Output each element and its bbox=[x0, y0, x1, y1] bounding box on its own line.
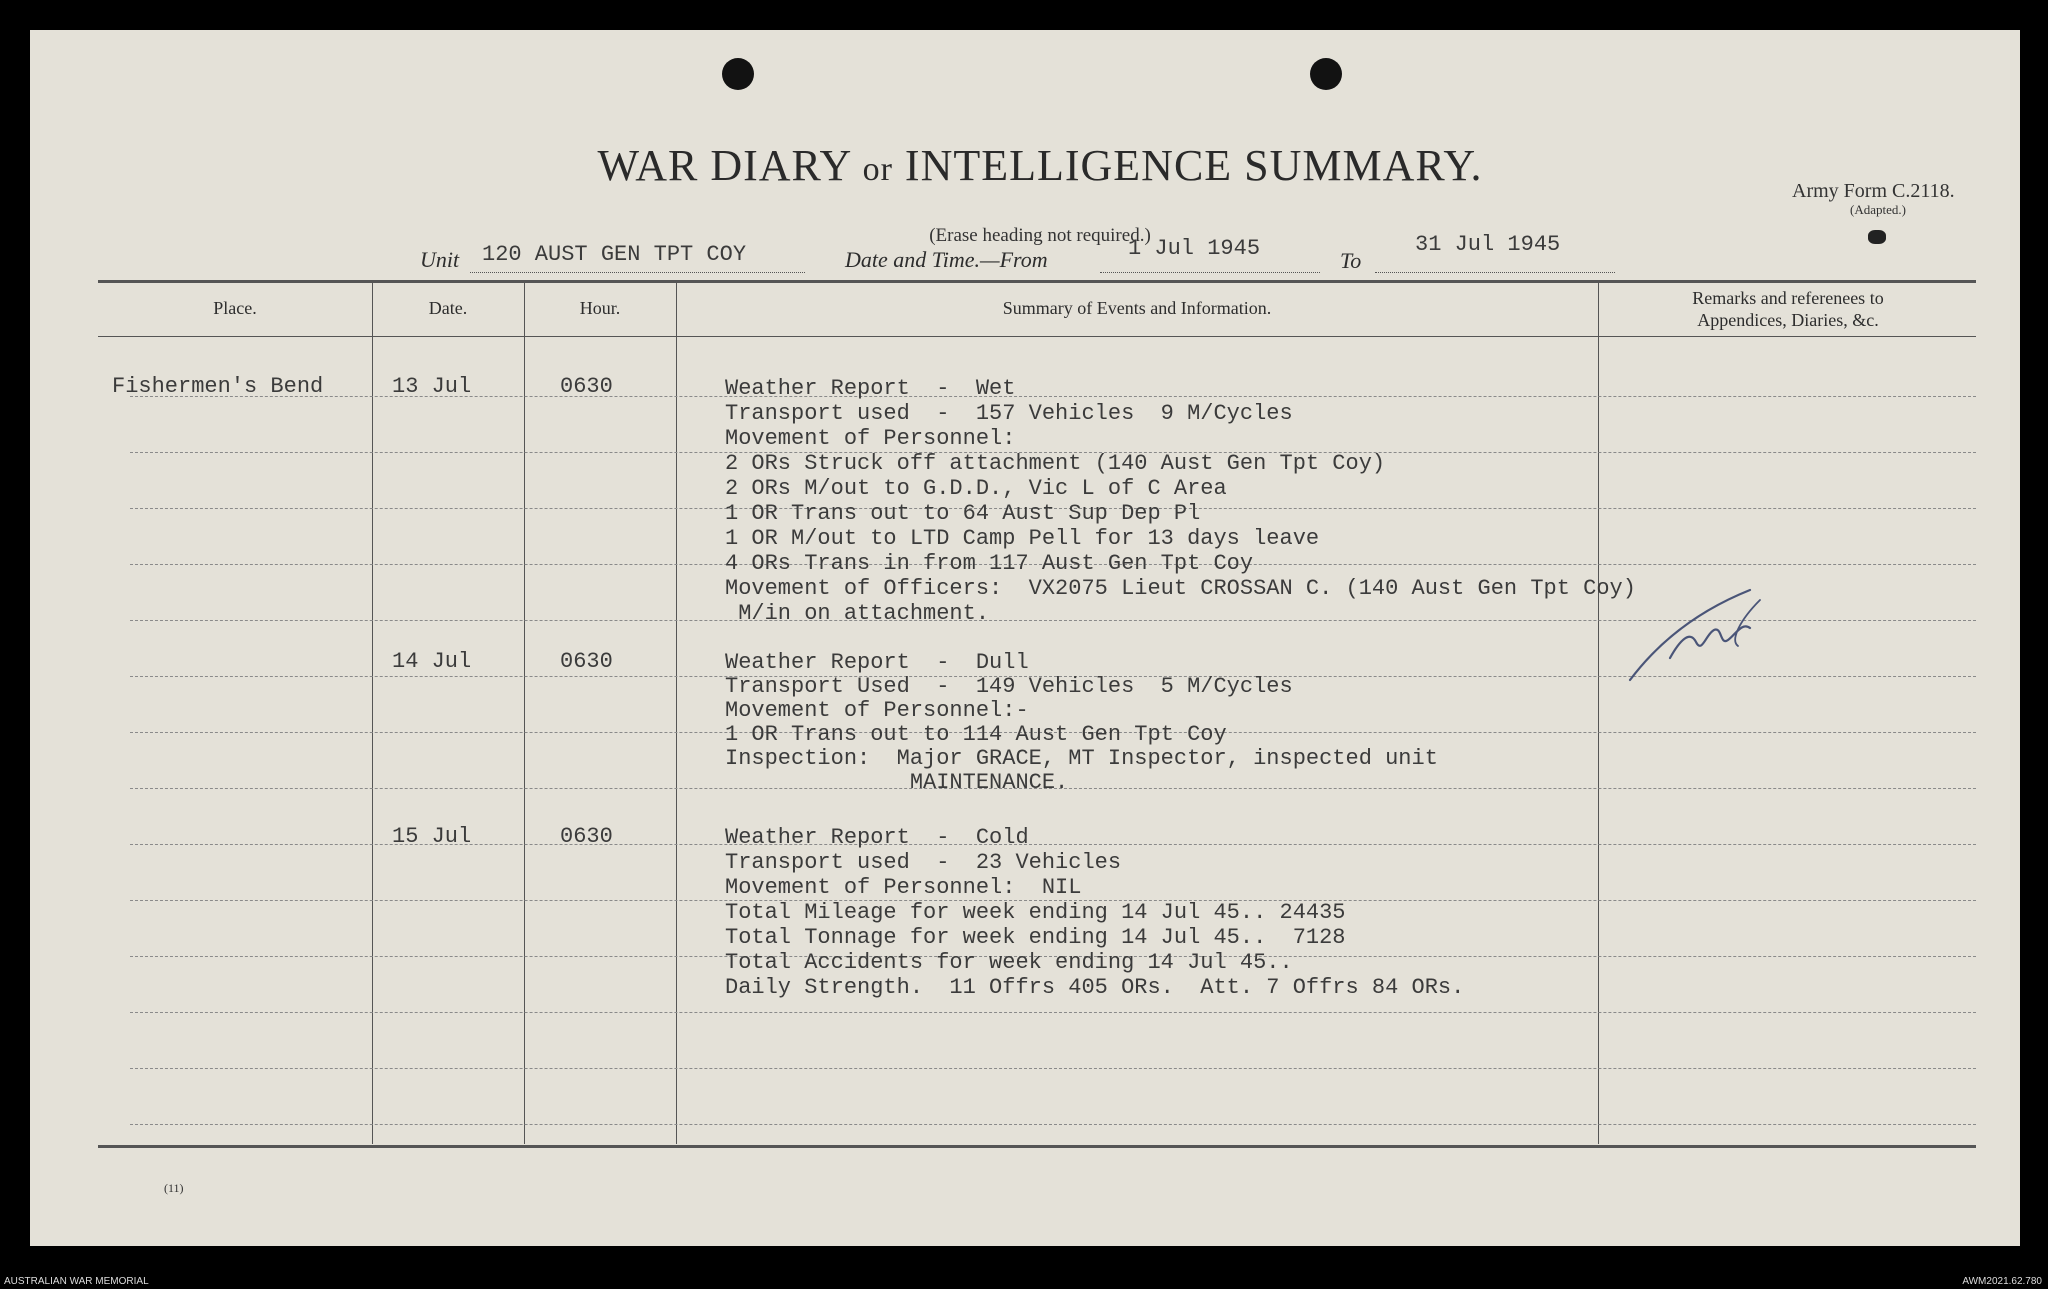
from-value: 1 Jul 1945 bbox=[1128, 236, 1261, 261]
summary-line: Movement of Officers: VX2075 Lieut CROSSAN C. (140 Aust Gen Tpt Coy) bbox=[725, 576, 1636, 601]
summary-line: Total Mileage for week ending 14 Jul 45.. 24435 bbox=[725, 900, 1346, 925]
summary-line: Movement of Personnel: NIL bbox=[725, 875, 1082, 900]
summary-line: 1 OR Trans out to 64 Aust Sup Dep Pl bbox=[725, 501, 1201, 526]
title-part2: INTELLIGENCE SUMMARY. bbox=[904, 141, 1483, 190]
unit-label: Unit bbox=[420, 247, 460, 272]
entry-date: 15 Jul bbox=[392, 824, 472, 849]
date-label: Date and Time.—From bbox=[845, 247, 1048, 272]
punch-hole bbox=[1310, 58, 1342, 90]
col-remarks-1: Remarks and referenees to bbox=[1692, 288, 1884, 308]
page-title bbox=[550, 140, 1530, 191]
summary-line: 2 ORs M/out to G.D.D., Vic L of C Area bbox=[725, 476, 1227, 501]
ink-blot bbox=[1868, 230, 1886, 244]
summary-line: Movement of Personnel: bbox=[725, 426, 1016, 451]
footer-credit: AUSTRALIAN WAR MEMORIAL bbox=[4, 1276, 149, 1287]
to-label: To bbox=[1340, 248, 1362, 273]
ruled-line bbox=[130, 1068, 1976, 1069]
summary-line: Weather Report - Cold bbox=[725, 825, 1029, 850]
summary-line: 2 ORs Struck off attachment (140 Aust Gen Tpt Coy) bbox=[725, 451, 1386, 476]
to-value: 31 Jul 1945 bbox=[1415, 232, 1561, 257]
diary-page bbox=[30, 30, 2020, 1246]
table-top-rule bbox=[98, 280, 1976, 283]
footer-accession: AWM2021.62.780 bbox=[1962, 1276, 2042, 1287]
summary-line: M/in on attachment. bbox=[725, 601, 990, 626]
summary-line: Weather Report - Wet bbox=[725, 376, 1016, 401]
col-hour: Hour. bbox=[579, 298, 621, 318]
summary-line: Total Accidents for week ending 14 Jul 45.. bbox=[725, 950, 1293, 975]
summary-line: Movement of Personnel:- bbox=[725, 698, 1029, 723]
summary-line: Inspection: Major GRACE, MT Inspector, inspected unit bbox=[725, 746, 1438, 771]
entry-place: Fishermen's Bend bbox=[112, 374, 324, 399]
form-number: (11) bbox=[164, 1181, 184, 1195]
punch-hole bbox=[722, 58, 754, 90]
ruled-line bbox=[130, 1012, 1976, 1013]
from-dotline bbox=[1100, 272, 1320, 273]
entry-date: 13 Jul bbox=[392, 374, 472, 399]
entry-date: 14 Jul bbox=[392, 649, 472, 674]
col-remarks-2: Appendices, Diaries, &c. bbox=[1697, 310, 1879, 330]
col-date: Date. bbox=[428, 298, 468, 318]
entry-hour: 0630 bbox=[560, 649, 613, 674]
unit-dotline bbox=[470, 272, 805, 273]
col-divider bbox=[676, 282, 677, 1144]
adapted-label: (Adapted.) bbox=[1850, 202, 1906, 217]
summary-line: Total Tonnage for week ending 14 Jul 45.. 7128 bbox=[725, 925, 1346, 950]
summary-line: MAINTENANCE. bbox=[725, 770, 1069, 795]
ruled-line bbox=[130, 1124, 1976, 1125]
title-or: or bbox=[862, 151, 893, 188]
summary-line: Daily Strength. 11 Offrs 405 ORs. Att. 7 Offrs 84 ORs. bbox=[725, 975, 1465, 1000]
handwritten-initials bbox=[1610, 570, 1810, 700]
summary-line: Transport used - 23 Vehicles bbox=[725, 850, 1122, 875]
col-divider bbox=[524, 282, 525, 1144]
table-bottom-rule bbox=[98, 1145, 1976, 1148]
header-rule bbox=[98, 336, 1976, 337]
entry-hour: 0630 bbox=[560, 374, 613, 399]
title-part1: WAR DIARY bbox=[597, 141, 851, 190]
summary-line: Weather Report - Dull bbox=[725, 650, 1029, 675]
army-form-label: Army Form C.2118. bbox=[1792, 180, 1955, 202]
unit-value: 120 AUST GEN TPT COY bbox=[482, 242, 747, 267]
col-divider bbox=[1598, 282, 1599, 1144]
summary-line: Transport used - 157 Vehicles 9 M/Cycles bbox=[725, 401, 1293, 426]
summary-line: 4 ORs Trans in from 117 Aust Gen Tpt Coy bbox=[725, 551, 1254, 576]
col-place: Place. bbox=[213, 298, 257, 318]
summary-line: Transport Used - 149 Vehicles 5 M/Cycles bbox=[725, 674, 1293, 699]
summary-line: 1 OR M/out to LTD Camp Pell for 13 days leave bbox=[725, 526, 1320, 551]
summary-line: 1 OR Trans out to 114 Aust Gen Tpt Coy bbox=[725, 722, 1227, 747]
entry-hour: 0630 bbox=[560, 824, 613, 849]
col-divider bbox=[372, 282, 373, 1144]
subtitle: (Erase heading not required.) bbox=[929, 225, 1151, 246]
col-summary: Summary of Events and Information. bbox=[1002, 298, 1272, 318]
to-dotline bbox=[1375, 272, 1615, 273]
